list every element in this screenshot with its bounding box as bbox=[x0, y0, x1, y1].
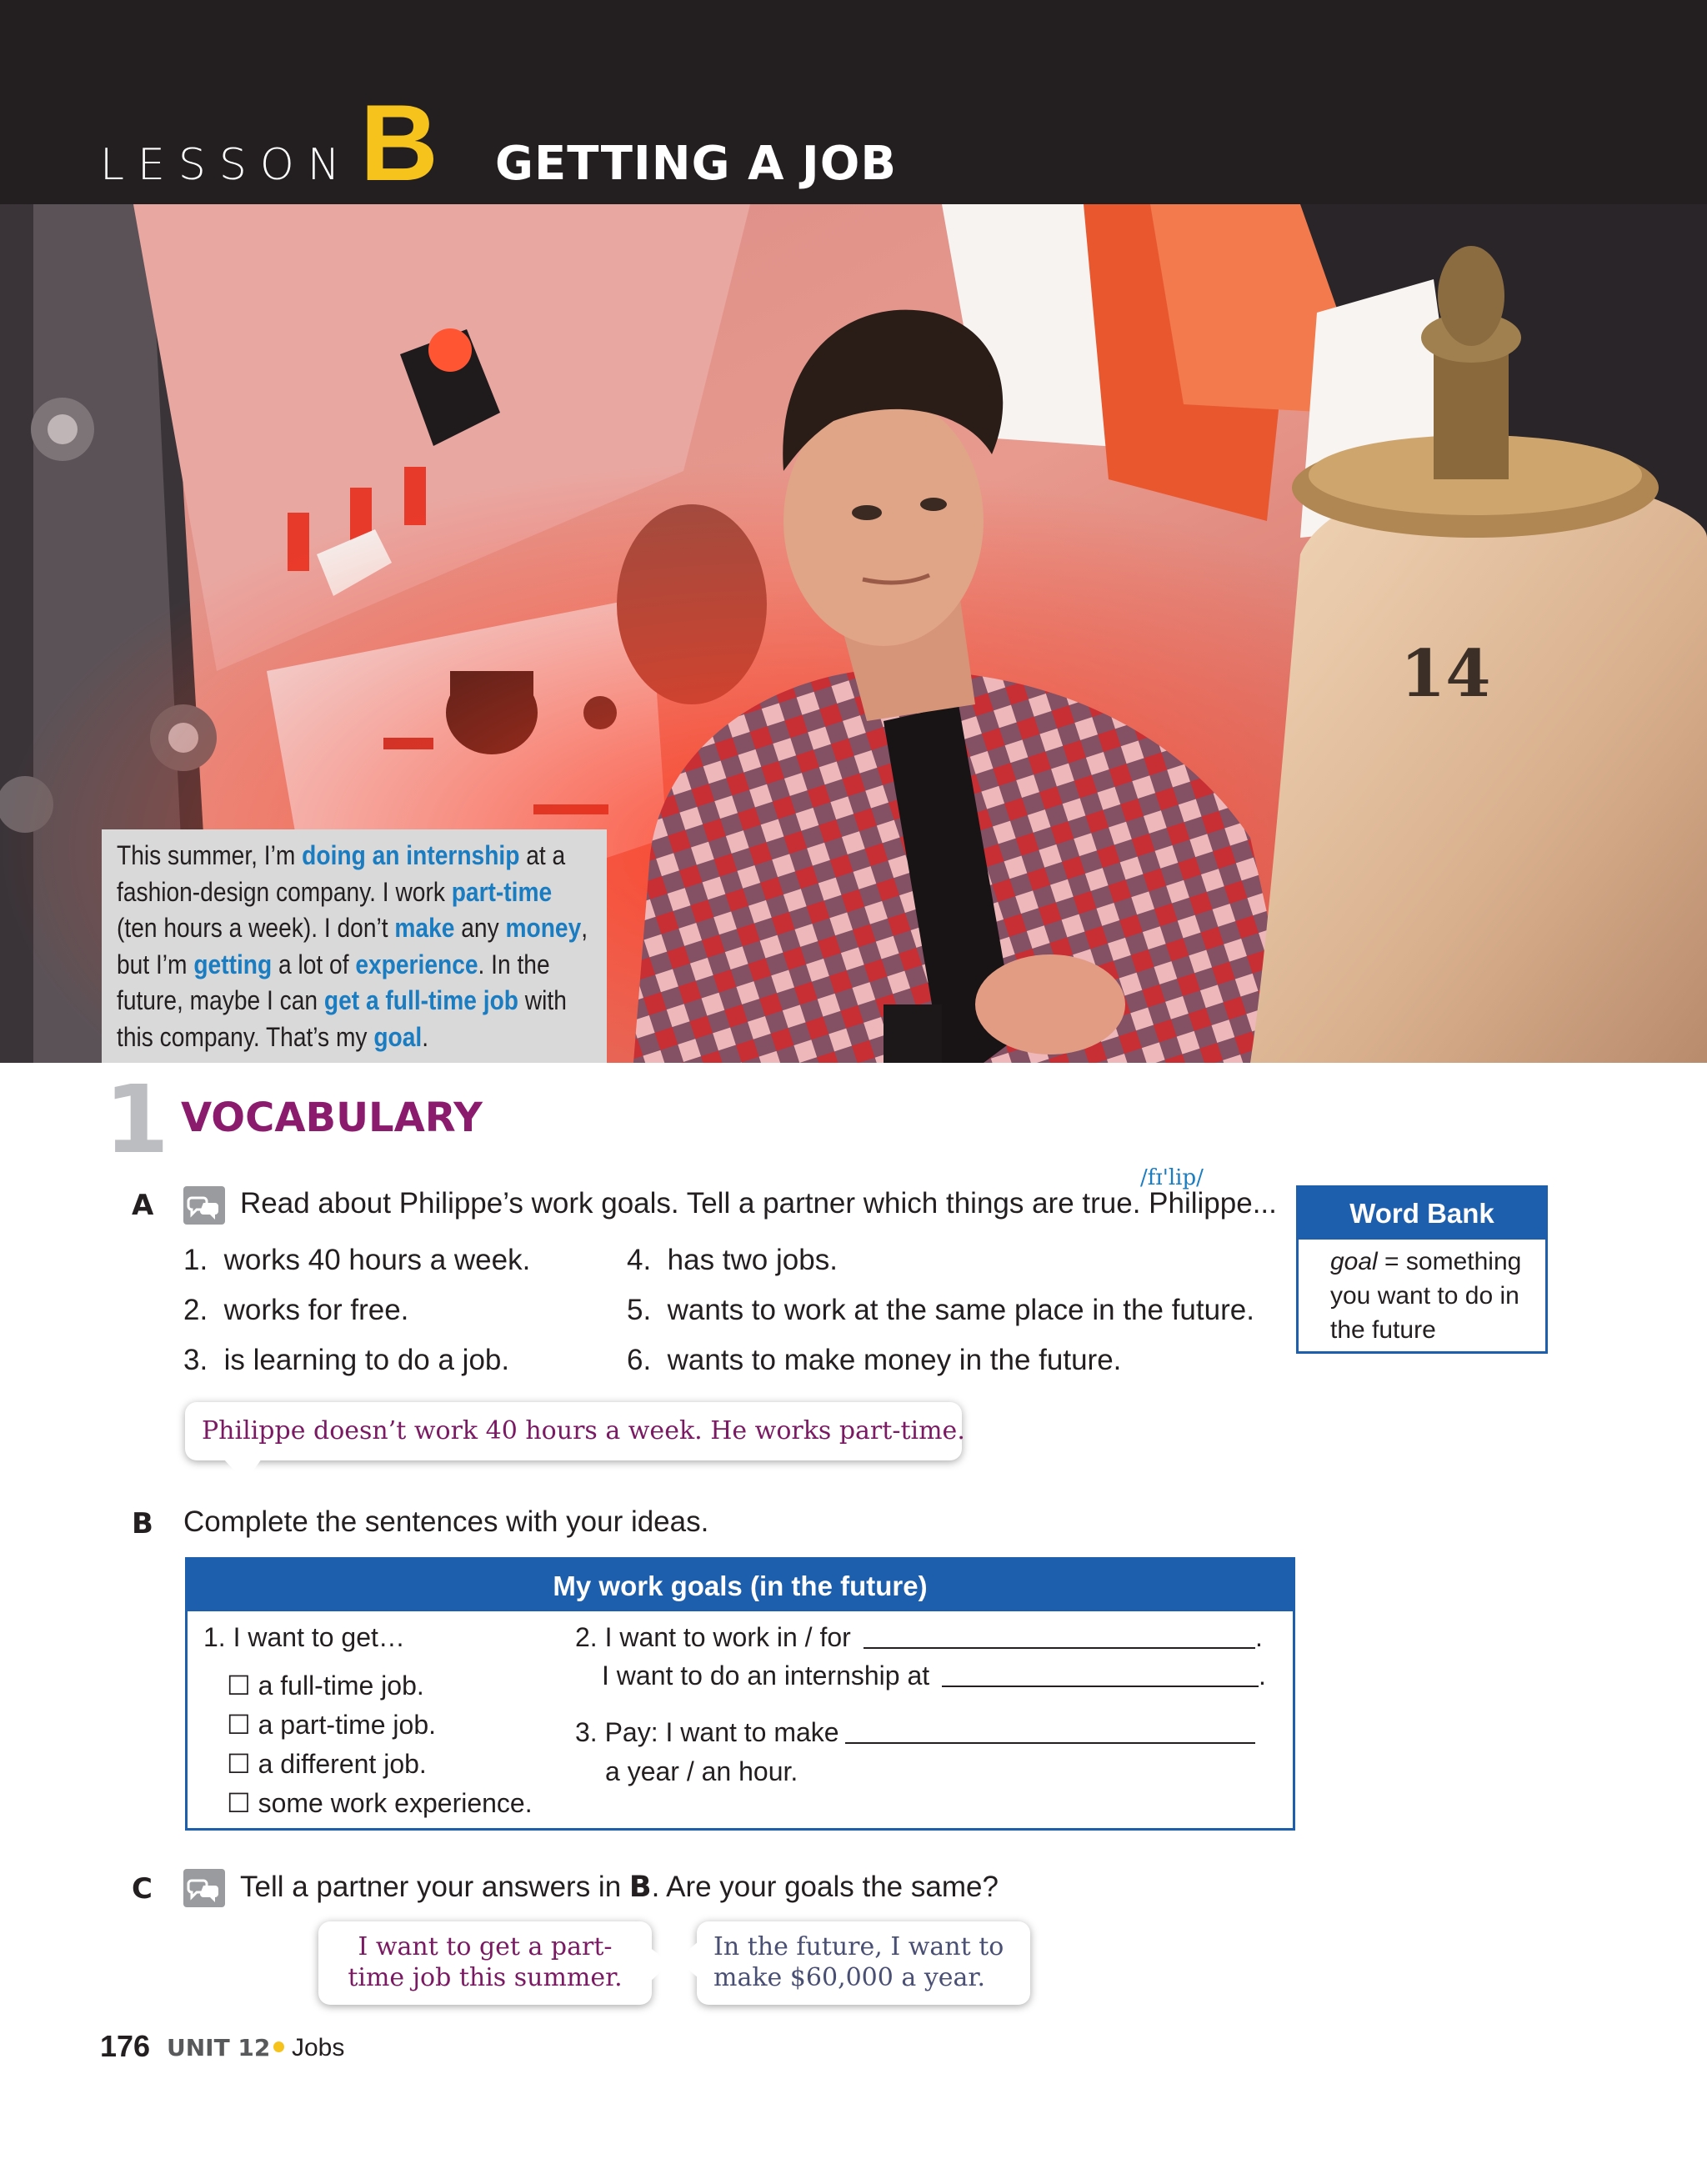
goal-question-2: 2. I want to work in / for bbox=[575, 1622, 851, 1652]
exercise-a-letter: A bbox=[132, 1189, 154, 1222]
mannequin-number: 14 bbox=[1400, 636, 1491, 712]
bullet-dot-icon bbox=[273, 2041, 284, 2052]
pronunciation-note: /fɪ'lip/ bbox=[1140, 1165, 1204, 1190]
section-number: 1 bbox=[104, 1066, 169, 1175]
goal-option[interactable]: ☐ a part-time job. bbox=[227, 1710, 436, 1740]
list-item: 6. wants to make money in the future. bbox=[627, 1344, 1122, 1376]
speech-tail bbox=[223, 1459, 262, 1484]
pair-work-icon bbox=[183, 1869, 225, 1907]
exercise-c-instruction: Tell a partner your answers in B. Are your goals the same? bbox=[240, 1871, 999, 1904]
goal-question-3b: a year / an hour. bbox=[605, 1756, 798, 1786]
speech-bubble bbox=[697, 1921, 1030, 2005]
word-bank-title: Word Bank bbox=[1299, 1188, 1545, 1240]
speech-bubble bbox=[185, 1402, 965, 1460]
page-number: 176 bbox=[100, 2029, 151, 2063]
speech-text: Philippe doesn’t work 40 hours a week. He works part-time. bbox=[202, 1416, 965, 1445]
goal-option[interactable]: ☐ some work experience. bbox=[227, 1788, 533, 1818]
exercise-b-letter: B bbox=[132, 1507, 153, 1540]
goal-option[interactable]: ☐ a full-time job. bbox=[227, 1671, 424, 1701]
goal-question-3: 3. Pay: I want to make bbox=[575, 1717, 839, 1747]
list-item: 1. works 40 hours a week. bbox=[183, 1244, 531, 1276]
unit-topic: Jobs bbox=[292, 2034, 345, 2061]
exercise-a-instruction: Read about Philippe’s work goals. Tell a partner which things are true. Philippe... bbox=[240, 1187, 1277, 1220]
lesson-title: GETTING A JOB bbox=[495, 137, 898, 191]
list-item: 4. has two jobs. bbox=[627, 1244, 838, 1276]
list-item: 2. works for free. bbox=[183, 1294, 409, 1326]
word-bank bbox=[1296, 1185, 1548, 1354]
lesson-label: LESSON bbox=[100, 140, 353, 190]
lesson-header bbox=[0, 0, 1707, 204]
section-title: VOCABULARY bbox=[181, 1095, 483, 1141]
photo-caption bbox=[102, 829, 607, 1063]
answer-line[interactable] bbox=[864, 1647, 1255, 1649]
goal-question-1: 1. I want to get… bbox=[203, 1622, 405, 1652]
speech-text: I want to get a part- time job this summer. bbox=[348, 1932, 623, 1992]
checkbox-icon[interactable]: ☐ bbox=[227, 1749, 251, 1779]
goal-question-2b: I want to do an internship at bbox=[602, 1661, 930, 1691]
exercise-b-instruction: Complete the sentences with your ideas. bbox=[183, 1505, 709, 1538]
pair-work-icon bbox=[183, 1186, 225, 1225]
word-bank-definition: goal = something you want to do in the future bbox=[1330, 1248, 1522, 1344]
speech-text: In the future, I want to make $60,000 a year. bbox=[713, 1932, 1004, 1992]
answer-line[interactable] bbox=[942, 1686, 1259, 1687]
goal-option[interactable]: ☐ a different job. bbox=[227, 1749, 427, 1779]
lesson-letter: B bbox=[360, 82, 438, 203]
line-period: . bbox=[1255, 1622, 1263, 1652]
speech-tail bbox=[648, 1946, 673, 1983]
list-item: 5. wants to work at the same place in the future. bbox=[627, 1294, 1254, 1326]
list-item: 3. is learning to do a job. bbox=[183, 1344, 510, 1376]
caption-text: This summer, I’m doing an internship at a fashion-design company. I work part-time (ten hours a week). I don’t make any money, but I’m getting a lot of experience. In the future, maybe I can get a full-time job with this company. That’s my goal. bbox=[117, 840, 588, 1052]
work-goals-table-title: My work goals (in the future) bbox=[188, 1560, 1293, 1611]
checkbox-icon[interactable]: ☐ bbox=[227, 1710, 251, 1740]
speech-bubble bbox=[318, 1921, 652, 2005]
line-period: . bbox=[1259, 1661, 1266, 1691]
unit-label: UNIT 12 bbox=[167, 2034, 271, 2061]
speech-tail bbox=[677, 1941, 698, 1978]
checkbox-icon[interactable]: ☐ bbox=[227, 1788, 251, 1818]
exercise-c-letter: C bbox=[132, 1872, 153, 1906]
answer-line[interactable] bbox=[845, 1742, 1255, 1744]
checkbox-icon[interactable]: ☐ bbox=[227, 1671, 251, 1701]
